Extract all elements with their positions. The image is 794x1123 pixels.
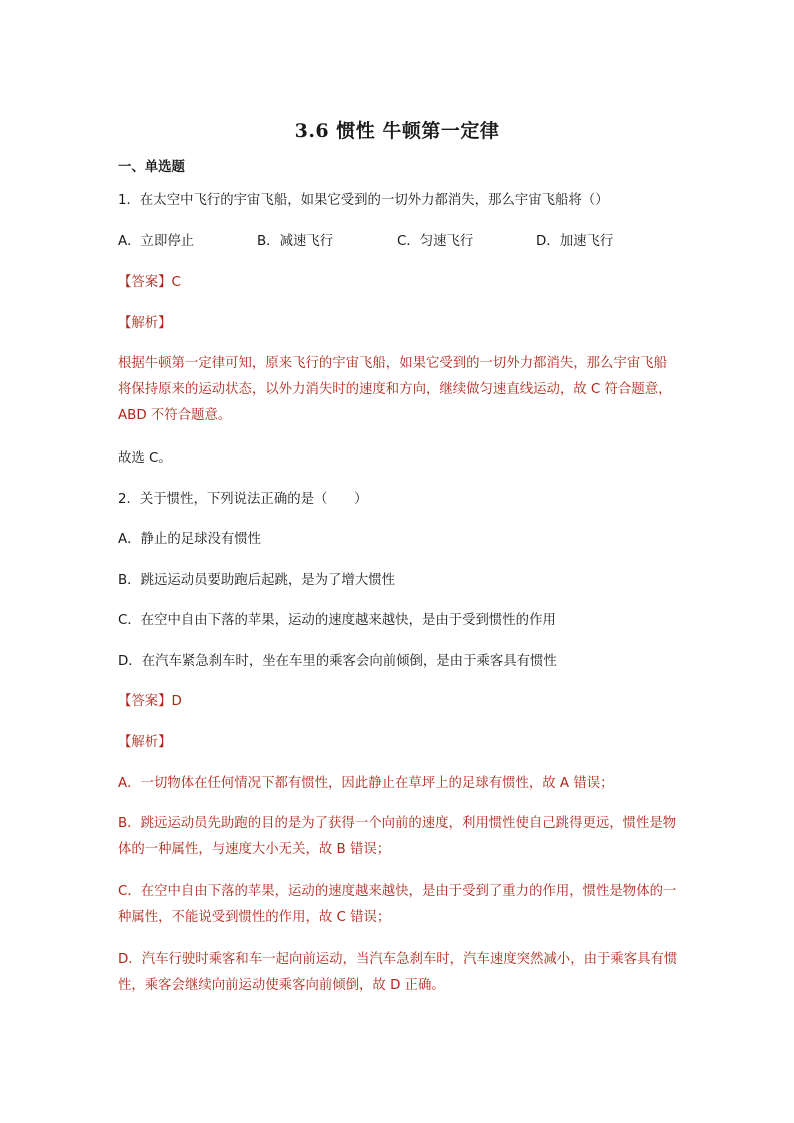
question-2-stem: 2．关于惯性，下列说法正确的是（ ）	[118, 492, 368, 507]
question-2-analysis-c: C．在空中自由下落的苹果，运动的速度越来越快，是由于受到了重力的作用，惯性是物体的一种属性，不能说受到惯性的作用，故 C 错误；	[118, 884, 677, 925]
question-1-analysis-text: 根据牛顿第一定律可知，原来飞行的宇宙飞船，如果它受到的一切外力都消失，那么宇宙飞船将保持原来的运动状态，以外力消失时的速度和方向，继续做匀速直线运动，故 C 符合题意，ABD 不符合题意。	[118, 356, 672, 423]
question-2-option-a: A．静止的足球没有惯性	[118, 532, 262, 547]
question-2-analysis-d: D．汽车行驶时乘客和车一起向前运动，当汽车急刹车时，汽车速度突然减小，由于乘客具有惯性，乘客会继续向前运动使乘客向前倾倒，故 D 正确。	[118, 952, 678, 993]
question-1-stem: 1．在太空中飞行的宇宙飞船，如果它受到的一切外力都消失，那么宇宙飞船将（）	[118, 193, 609, 208]
question-1-option-c: C．匀速飞行	[397, 234, 474, 249]
question-2-analysis-a: A．一切物体在任何情况下都有惯性，因此静止在草坪上的足球有惯性，故 A 错误；	[118, 776, 614, 791]
question-2-option-d: D．在汽车紧急刹车时，坐在车里的乘客会向前倾倒，是由于乘客具有惯性	[118, 654, 557, 669]
question-2-option-b: B．跳远运动员要助跑后起跳，是为了增大惯性	[118, 573, 395, 588]
question-1-option-a: A．立即停止	[118, 234, 195, 249]
question-1-analysis-label: 【解析】	[118, 316, 172, 331]
question-1-answer: 【答案】C	[118, 275, 181, 290]
question-2-answer: 【答案】D	[118, 694, 182, 709]
question-1-options	[118, 229, 678, 255]
question-1-conclusion: 故选 C。	[118, 451, 172, 466]
page-title: 3.6 惯性 牛顿第一定律	[294, 120, 500, 142]
question-2-analysis-label: 【解析】	[118, 735, 172, 750]
section-heading: 一、单选题	[118, 160, 185, 175]
question-1-option-d: D．加速飞行	[536, 234, 614, 249]
question-2-analysis-b: B．跳远运动员先助跑的目的是为了获得一个向前的速度，利用惯性使自己跳得更远，惯性是物体的一种属性，与速度大小无关，故 B 错误；	[118, 816, 677, 857]
question-2-option-c: C．在空中自由下落的苹果，运动的速度越来越快，是由于受到惯性的作用	[118, 613, 556, 628]
question-1-option-b: B．减速飞行	[257, 234, 334, 249]
